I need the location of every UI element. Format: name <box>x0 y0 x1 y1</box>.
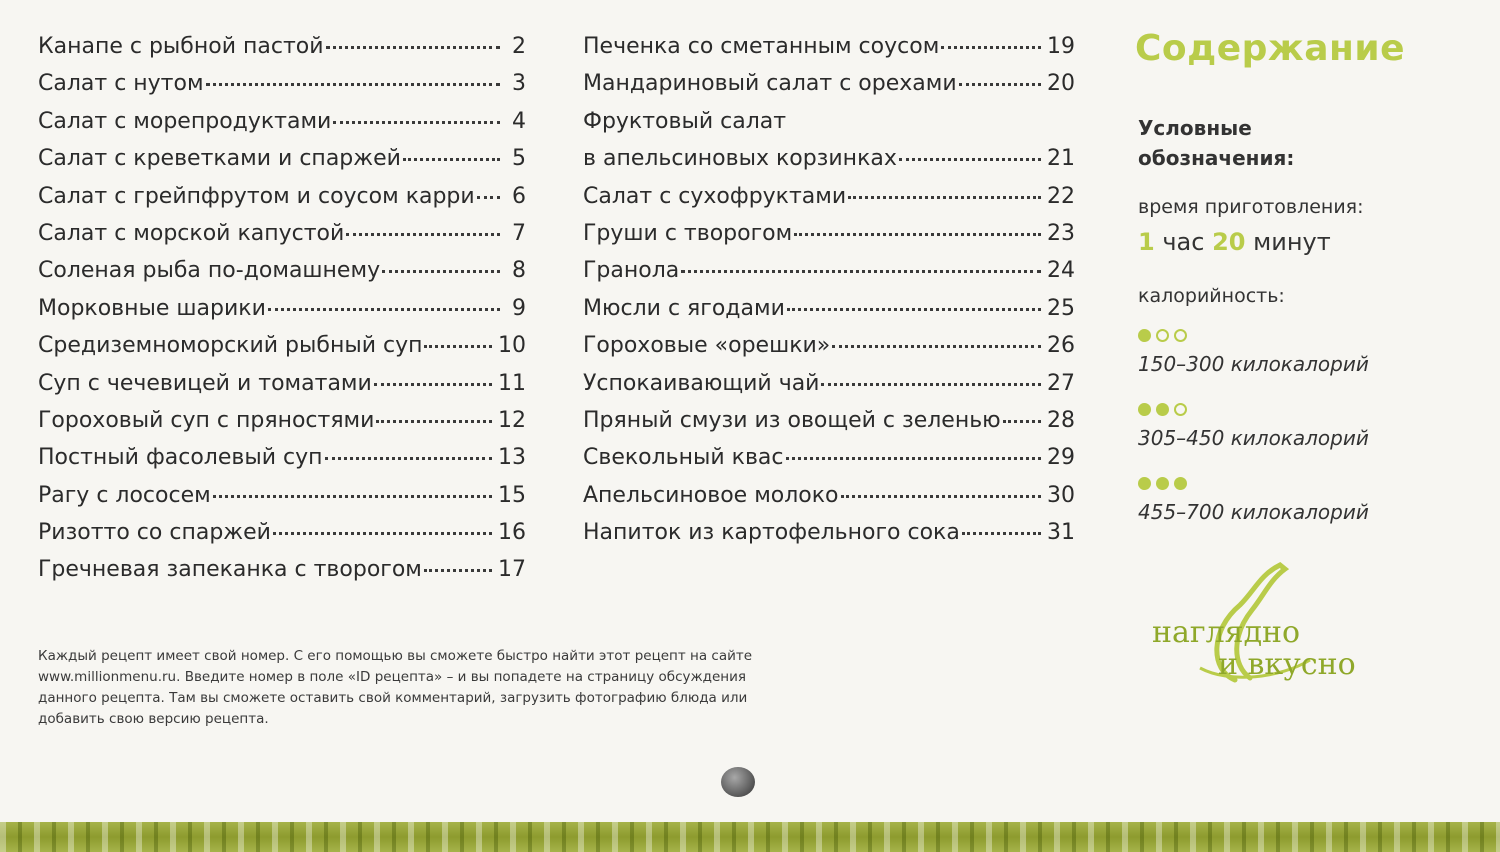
toc-entry <box>583 327 1075 364</box>
calorie-dots-icon <box>1138 400 1369 418</box>
toc-entry-title: Рагу с лососем <box>38 482 211 508</box>
toc-entry-page: 20 <box>1047 71 1075 97</box>
calorie-level-low <box>1138 326 1369 376</box>
toc-entry <box>38 215 526 252</box>
toc-entry-page: 17 <box>498 557 526 583</box>
toc-entry <box>38 439 526 476</box>
toc-entry <box>38 178 526 215</box>
toc-entry <box>583 215 1075 252</box>
toc-entry-title: Фруктовый салат <box>583 108 787 134</box>
toc-entry-title: Салат с креветками и спаржей <box>38 146 401 172</box>
toc-entry-page: 16 <box>498 520 526 546</box>
calorie-range: 305–450 килокалорий <box>1138 426 1369 450</box>
toc-entry-page: 4 <box>512 108 526 134</box>
filled-dot-icon <box>1138 477 1151 490</box>
dot-leader <box>213 495 492 498</box>
dot-leader <box>424 569 492 572</box>
dot-leader <box>1003 420 1041 423</box>
toc-entry-page: 21 <box>1047 146 1075 172</box>
dot-leader <box>403 158 500 161</box>
toc-entry-page: 28 <box>1047 407 1075 433</box>
toc-entry <box>38 28 526 65</box>
toc-entry <box>38 327 526 364</box>
toc-entry-title: Мандариновый салат с орехами <box>583 71 957 97</box>
toc-entry-title: Гранола <box>583 258 680 284</box>
filled-dot-icon <box>1156 403 1169 416</box>
toc-entry-title: Салат с сухофруктами <box>583 183 847 209</box>
toc-entry-page: 27 <box>1047 370 1075 396</box>
toc-entry-page: 13 <box>498 445 526 471</box>
toc-entry-title: Салат с морской капустой <box>38 220 345 246</box>
dot-leader <box>326 46 500 49</box>
toc-entry <box>583 178 1075 215</box>
cooking-time-label: время приготовления: <box>1138 196 1364 218</box>
dot-leader <box>959 83 1041 86</box>
filled-dot-icon <box>1174 477 1187 490</box>
toc-entry <box>583 439 1075 476</box>
time-minutes: 20 <box>1212 228 1246 256</box>
dot-leader <box>268 308 500 311</box>
toc-entry-page: 9 <box>512 295 526 321</box>
toc-entry-page: 15 <box>498 482 526 508</box>
filled-dot-icon <box>1138 403 1151 416</box>
toc-entry-page: 11 <box>498 370 526 396</box>
toc-entry-title: Постный фасолевый суп <box>38 445 323 471</box>
time-hours-unit: час <box>1162 228 1205 256</box>
toc-entry-title: Ризотто со спаржей <box>38 520 271 546</box>
dot-leader <box>346 233 500 236</box>
toc-entry <box>38 477 526 514</box>
dot-leader <box>206 83 500 86</box>
calories-label: калорийность: <box>1138 285 1285 307</box>
dot-leader <box>787 308 1041 311</box>
dot-leader <box>424 345 492 348</box>
toc-entry-page: 7 <box>512 220 526 246</box>
filled-dot-icon <box>1156 477 1169 490</box>
filled-dot-icon <box>1138 329 1151 342</box>
toc-entry <box>38 103 526 140</box>
toc-entry <box>583 140 1075 177</box>
empty-dot-icon <box>1174 329 1187 342</box>
toc-entry-title: Салат с нутом <box>38 71 204 97</box>
calorie-dots-icon <box>1138 326 1369 344</box>
toc-entry-title: Напиток из картофельного сока <box>583 520 960 546</box>
logo-text-line2: и вкусно <box>1218 647 1356 682</box>
toc-entry <box>38 514 526 551</box>
toc-entry-page: 29 <box>1047 445 1075 471</box>
dot-leader <box>376 420 492 423</box>
toc-entry-title: Гороховый суп с пряностями <box>38 407 375 433</box>
toc-entry-page: 8 <box>512 258 526 284</box>
toc-entry-page: 26 <box>1047 333 1075 359</box>
toc-entry-page: 19 <box>1047 34 1075 59</box>
dot-leader <box>794 233 1041 236</box>
dot-leader <box>273 532 492 535</box>
calorie-range: 455–700 килокалорий <box>1138 500 1369 524</box>
dot-leader <box>899 158 1041 161</box>
toc-entry-title: Успокаивающий чай <box>583 370 820 396</box>
toc-entry <box>38 65 526 102</box>
page-title: Содержание <box>1135 28 1406 69</box>
dot-leader <box>325 457 492 460</box>
toc-entry-title: Суп с чечевицей и томатами <box>38 370 372 396</box>
toc-entry-page: 22 <box>1047 183 1075 209</box>
toc-entry-page: 24 <box>1047 258 1075 284</box>
toc-entry <box>38 365 526 402</box>
toc-entry-page: 6 <box>512 183 526 209</box>
toc-entry <box>38 140 526 177</box>
dot-leader <box>333 121 500 124</box>
toc-entry-title: в апельсиновых корзинках <box>583 146 897 172</box>
toc-entry-title: Соленая рыба по-домашнему <box>38 258 381 284</box>
dot-leader <box>821 383 1041 386</box>
toc-entry-title: Мюсли с ягодами <box>583 295 785 321</box>
dot-leader <box>382 270 500 273</box>
empty-dot-icon <box>1174 403 1187 416</box>
dot-leader <box>786 457 1041 460</box>
toc-entry-page: 23 <box>1047 220 1075 246</box>
toc-entry-title: Средиземноморский рыбный суп <box>38 333 423 359</box>
toc-entry-title: Печенка со сметанным соусом <box>583 34 940 59</box>
dot-leader <box>374 383 492 386</box>
dot-leader <box>962 532 1041 535</box>
toc-entry-title: Гороховые «орешки» <box>583 333 831 359</box>
toc-entry-title: Салат с морепродуктами <box>38 108 332 134</box>
calorie-level-high <box>1138 474 1369 524</box>
empty-dot-icon <box>1156 329 1169 342</box>
toc-entry <box>583 477 1075 514</box>
toc-entry <box>583 290 1075 327</box>
toc-entry-title: Салат с грейпфрутом и соусом карри <box>38 183 475 209</box>
binding-hole-icon <box>721 767 755 797</box>
toc-entry <box>583 65 1075 102</box>
toc-entry-page: 10 <box>498 333 526 359</box>
toc-entry-page: 3 <box>512 71 526 97</box>
toc-entry-page: 2 <box>512 34 526 59</box>
toc-entry <box>38 551 526 588</box>
toc-entry-title: Канапе с рыбной пастой <box>38 34 324 59</box>
bottom-decorative-stripe <box>0 822 1500 852</box>
toc-entry-page: 12 <box>498 407 526 433</box>
brand-logo <box>1140 560 1390 690</box>
toc-entry <box>583 28 1075 65</box>
dot-leader <box>681 270 1041 273</box>
time-hours: 1 <box>1138 228 1155 256</box>
toc-entry-title: Апельсиновое молоко <box>583 482 839 508</box>
dot-leader <box>841 495 1041 498</box>
toc-column-middle <box>583 28 1075 551</box>
cooking-time-example <box>1138 228 1331 256</box>
toc-entry-title: Пряный смузи из овощей с зеленью <box>583 407 1001 433</box>
dot-leader <box>832 345 1041 348</box>
toc-entry-title: Свекольный квас <box>583 445 784 471</box>
toc-entry-title: Морковные шарики <box>38 295 266 321</box>
toc-entry-page: 30 <box>1047 482 1075 508</box>
toc-entry <box>583 365 1075 402</box>
dot-leader <box>848 196 1041 199</box>
toc-entry <box>38 402 526 439</box>
dot-leader <box>941 46 1041 49</box>
footnote: Каждый рецепт имеет свой номер. С его помощью вы сможете быстро найти этот рецепт на сайте www.millionmenu.ru. Введите номер в поле «ID рецепта» – и вы попадете на страницу обсуждения данного рецепта. Там вы сможете оставить свой комментарий, загрузить фотографию блюда или добавить свою версию рецепта. <box>38 648 753 727</box>
calorie-range: 150–300 килокалорий <box>1138 352 1369 376</box>
dot-leader <box>477 196 500 199</box>
toc-entry <box>583 103 1075 140</box>
toc-entry-title: Гречневая запеканка с творогом <box>38 557 422 583</box>
toc-entry <box>38 290 526 327</box>
toc-entry-title: Груши с творогом <box>583 220 793 246</box>
time-minutes-unit: минут <box>1253 228 1331 256</box>
toc-entry-page: 31 <box>1047 520 1075 546</box>
toc-entry <box>38 252 526 289</box>
toc-column-left <box>38 28 526 589</box>
toc-entry-page: 5 <box>512 146 526 172</box>
calorie-dots-icon <box>1138 474 1369 492</box>
toc-entry <box>583 252 1075 289</box>
calorie-level-medium <box>1138 400 1369 450</box>
toc-entry <box>583 402 1075 439</box>
toc-entry <box>583 514 1075 551</box>
logo-text-line1: наглядно <box>1152 615 1301 650</box>
toc-entry-page: 25 <box>1047 295 1075 321</box>
legend-title: Условные обозначения: <box>1138 116 1295 170</box>
